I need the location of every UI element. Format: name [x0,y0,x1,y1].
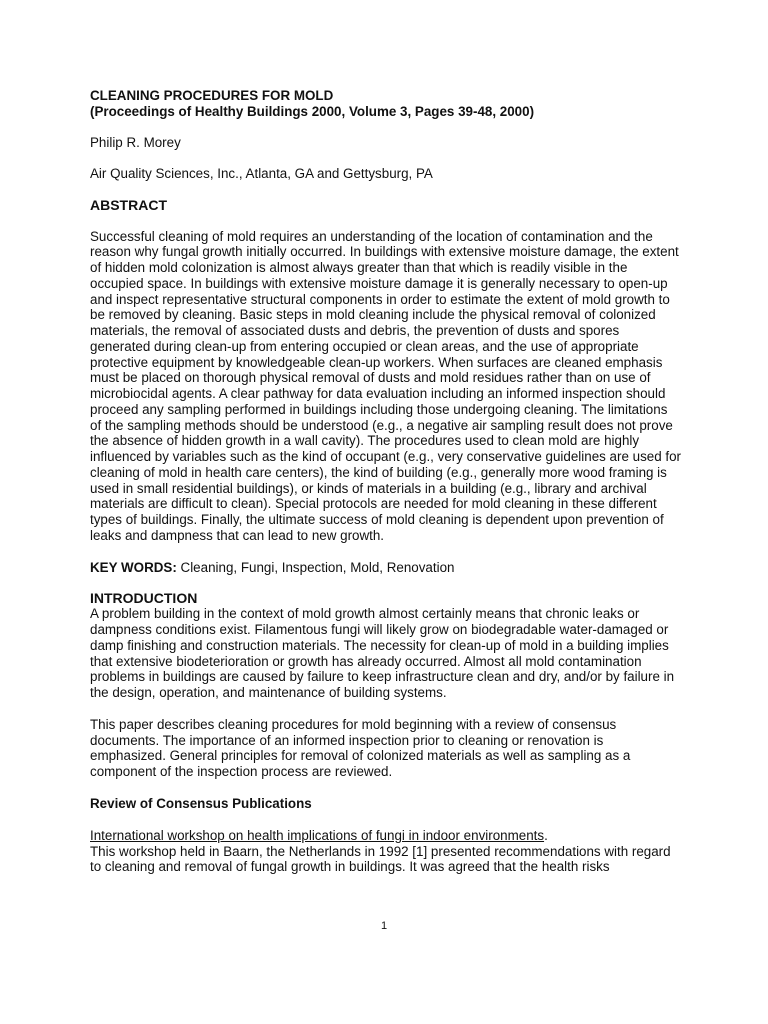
document-title: CLEANING PROCEDURES FOR MOLD [90,88,334,103]
abstract-heading: ABSTRACT [90,196,167,213]
author-name: Philip R. Morey [90,135,181,150]
introduction-heading: INTRODUCTION [90,590,198,607]
workshop-title-line [90,828,682,844]
keywords-text: Cleaning, Fungi, Inspection, Mold, Renovation [176,559,455,575]
keywords-label: KEY WORDS: [90,559,177,575]
document-page [90,88,682,875]
keywords-line [90,560,682,576]
workshop-paragraph: This workshop held in Baarn, the Netherlands in 1992 [1] presented recommendations with regard to cleaning and removal of fungal growth in buildings. It was agreed that the health risks [90,843,671,875]
workshop-title: International workshop on health implications of fungi in indoor environments [90,827,545,843]
page-number: 1 [380,920,388,932]
workshop-title-period: . [544,827,548,843]
introduction-paragraph-2: This paper describes cleaning procedures for mold beginning with a review of consensus documents. The importance of an informed inspection prior to cleaning or renovation is emphasized. General principles for removal of colonized materials as well as sampling as a component of the inspection process are reviewed. [90,716,631,779]
review-heading: Review of Consensus Publications [90,795,312,811]
introduction-paragraph-1: A problem building in the context of mold growth almost certainly means that chronic leaks or dampness conditions exist. Filamentous fungi will likely grow on biodegradable water-damaged or damp finishing and construction materials. The necessity for clean-up of mold in a building implies that extensive biodeterioration or growth has already occurred. Almost all mold contamination problems in buildings are caused by failure to keep infrastructure clean and dry, and/or by failure in the design, operation, and maintenance of building systems. [90,606,675,700]
document-subtitle: (Proceedings of Healthy Buildings 2000, Volume 3, Pages 39-48, 2000) [90,104,535,119]
abstract-paragraph: Successful cleaning of mold requires an understanding of the location of contamination and the reason why fungal growth initially occurred. In buildings with extensive moisture damage, the extent of hidden mold colonization is almost always greater than that which is readily visible in the occupied space. In buildings with extensive moisture damage it is generally necessary to open-up and inspect representative structural components in order to estimate the extent of mold growth to be removed by cleaning. Basic steps in mold cleaning include the physical removal of colonized materials, the removal of associated dusts and debris, the prevention of dusts and spores generated during clean-up from entering occupied or clean areas, and the use of appropriate protective equipment by knowledgeable clean-up workers. When surfaces are cleaned emphasis must be placed on thorough physical removal of dusts and mold residues rather than on use of microbiocidal agents. A clear pathway for data evaluation including an informed inspection should proceed any sampling performed in buildings including those undergoing cleaning. The limitations of the sampling methods should be understood (e.g., a negative air sampling result does not prove the absence of hidden growth in a wall cavity). The procedures used to clean mold are highly influenced by variables such as the kind of occupant (e.g., very conservative guidelines are used for cleaning of mold in health care centers), the kind of building (e.g., generally more wood framing is used in small residential buildings), or kinds of materials in a building (e.g., library and archival materials are difficult to clean). Special protocols are needed for mold cleaning in these different types of buildings. Finally, the ultimate success of mold cleaning is dependent upon prevention of leaks and dampness that can lead to new growth. [90,228,682,543]
author-affiliation: Air Quality Sciences, Inc., Atlanta, GA and Gettysburg, PA [90,165,433,181]
